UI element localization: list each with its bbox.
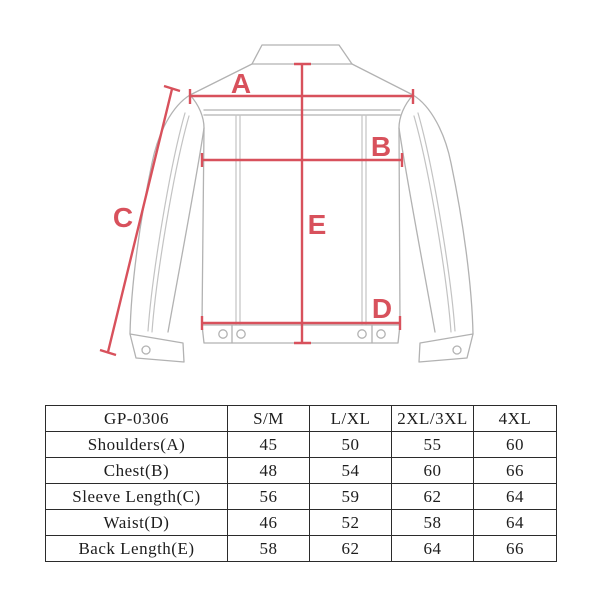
table-row-sleeve-length <box>46 484 557 510</box>
cell-value: 64 <box>474 484 557 510</box>
collar <box>252 45 352 64</box>
right-cuff-button <box>453 346 461 354</box>
cell-value: 60 <box>474 432 557 458</box>
cell-value: 55 <box>392 432 474 458</box>
measure-line-e-back-length <box>294 64 311 343</box>
right-cuff <box>419 334 473 362</box>
left-cuff <box>130 334 184 362</box>
cell-value: 58 <box>392 510 474 536</box>
cell-value: 52 <box>310 510 392 536</box>
left-sleeve-seam <box>148 113 189 332</box>
table-size-header-lxl: L/XL <box>310 406 392 432</box>
cell-value: 66 <box>474 458 557 484</box>
cell-value: 54 <box>310 458 392 484</box>
cell-value: 58 <box>228 536 310 562</box>
table-size-header-sm: S/M <box>228 406 310 432</box>
right-sleeve-seam <box>414 113 455 332</box>
size-table <box>45 405 557 562</box>
cell-value: 48 <box>228 458 310 484</box>
cell-value: 66 <box>474 536 557 562</box>
table-row-back-length <box>46 536 557 562</box>
cell-value: 50 <box>310 432 392 458</box>
measurement-label-c: C <box>112 202 134 233</box>
table-size-header-2xl3xl: 2XL/3XL <box>392 406 474 432</box>
cell-value: 46 <box>228 510 310 536</box>
waistband-button-4 <box>377 330 385 338</box>
body-left-edge <box>190 95 204 325</box>
body-right-edge <box>399 95 413 325</box>
shoulder-right-edge <box>352 64 413 95</box>
row-label: Shoulders(A) <box>46 432 228 458</box>
row-label: Waist(D) <box>46 510 228 536</box>
row-label: Back Length(E) <box>46 536 228 562</box>
cell-value: 45 <box>228 432 310 458</box>
row-label: Chest(B) <box>46 458 228 484</box>
waistband-button-3 <box>358 330 366 338</box>
table-model-header: GP-0306 <box>46 406 228 432</box>
cell-value: 62 <box>392 484 474 510</box>
measurement-label-d: D <box>371 293 393 324</box>
measurement-label-a: A <box>230 68 252 99</box>
cell-value: 64 <box>474 510 557 536</box>
table-row-shoulders <box>46 432 557 458</box>
cell-value: 64 <box>392 536 474 562</box>
waistband-button-1 <box>219 330 227 338</box>
waistband-button-2 <box>237 330 245 338</box>
back-seam-right <box>362 115 366 325</box>
table-size-header-4xl: 4XL <box>474 406 557 432</box>
left-sleeve-outer-edge <box>130 95 190 334</box>
table-row-waist <box>46 510 557 536</box>
left-cuff-button <box>142 346 150 354</box>
measurement-label-b: B <box>370 131 392 162</box>
cell-value: 56 <box>228 484 310 510</box>
back-seam-left <box>236 115 240 325</box>
measurement-label-e: E <box>307 209 327 240</box>
right-sleeve-outer-edge <box>413 95 473 334</box>
cell-value: 60 <box>392 458 474 484</box>
cell-value: 59 <box>310 484 392 510</box>
table-header-row <box>46 406 557 432</box>
row-label: Sleeve Length(C) <box>46 484 228 510</box>
table-row-chest <box>46 458 557 484</box>
cell-value: 62 <box>310 536 392 562</box>
